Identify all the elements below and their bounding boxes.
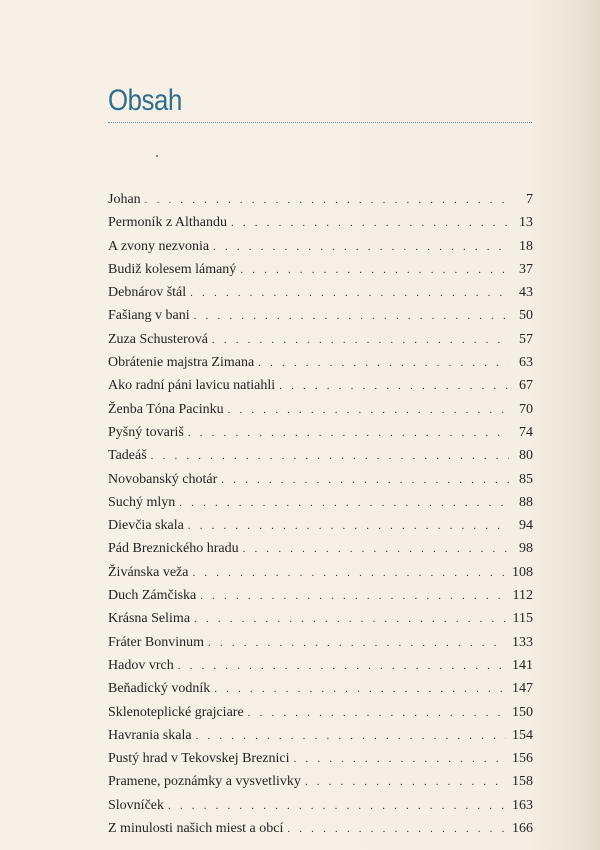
toc-entry-page-number: 115	[512, 611, 533, 627]
toc-entry-page-number: 112	[512, 588, 533, 604]
toc-entry-title: Duch Zámčiska	[108, 588, 197, 604]
toc-entry-page-number: 141	[512, 657, 533, 673]
toc-dot-leader	[194, 305, 509, 328]
toc-dot-leader	[221, 469, 509, 492]
title-dotted-rule	[108, 122, 532, 123]
toc-dot-leader	[243, 538, 509, 561]
toc-dot-leader	[231, 212, 509, 235]
toc-entry-page-number: 94	[519, 518, 533, 534]
toc-entry-page-number: 70	[519, 401, 533, 417]
toc-entry-title: Živánska veža	[108, 564, 189, 580]
toc-entry-title: Slovníček	[108, 797, 164, 813]
toc-entry-page-number: 156	[512, 751, 533, 767]
page-title: Obsah	[108, 84, 182, 117]
toc-entry-title: Pád Breznického hradu	[108, 541, 239, 557]
toc-entry-title: Pramene, poznámky a vysvetlivky	[108, 774, 301, 790]
toc-entry-page-number: 154	[512, 727, 533, 743]
toc-dot-leader	[145, 189, 509, 212]
toc-entry-page-number: 147	[512, 681, 533, 697]
toc-entry	[108, 328, 533, 351]
toc-dot-leader	[192, 562, 506, 585]
toc-entry	[108, 374, 533, 397]
toc-entry-title: Suchý mlyn	[108, 494, 176, 510]
toc-entry	[108, 304, 533, 327]
toc-entry	[108, 701, 533, 724]
toc-entry-page-number: 98	[519, 541, 533, 557]
toc-entry-title: Ako radní páni lavicu natiahli	[108, 378, 276, 394]
toc-dot-leader	[200, 585, 506, 608]
toc-dot-leader	[305, 771, 506, 794]
toc-dot-leader	[196, 725, 506, 748]
toc-entry	[108, 444, 533, 467]
toc-dot-leader	[179, 492, 509, 515]
toc-entry	[108, 468, 533, 491]
toc-entry	[108, 631, 533, 654]
toc-entry	[108, 817, 533, 840]
toc-entry-title: Budiž kolesem lámaný	[108, 261, 237, 277]
toc-dot-leader	[279, 375, 509, 398]
toc-dot-leader	[208, 632, 506, 655]
toc-entry-page-number: 7	[526, 192, 533, 207]
toc-entry	[108, 421, 533, 444]
toc-entry	[108, 561, 533, 584]
toc-entry-title: Sklenoteplické grajciare	[108, 704, 244, 720]
toc-dot-leader	[258, 352, 509, 375]
toc-entry-title: Havrania skala	[108, 727, 192, 743]
toc-entry-page-number: 57	[519, 331, 533, 347]
toc-dot-leader	[188, 422, 509, 445]
toc-entry-title: Ženba Tóna Pacinku	[108, 401, 224, 417]
toc-entry-title: Debnárov štál	[108, 285, 187, 301]
toc-entry	[108, 211, 533, 234]
toc-entry-title: Novobanský chotár	[108, 471, 218, 487]
toc-dot-leader	[178, 655, 506, 678]
table-of-contents	[108, 188, 533, 840]
toc-entry-page-number: 85	[519, 471, 533, 487]
toc-entry-title: Tadeáš	[108, 448, 147, 464]
toc-entry-title: Pustý hrad v Tekovskej Breznici	[108, 751, 290, 767]
toc-entry	[108, 747, 533, 770]
toc-entry-title: Dievčia skala	[108, 518, 184, 534]
toc-entry-page-number: 13	[519, 215, 533, 231]
toc-entry-title: Fašiang v bani	[108, 308, 190, 324]
toc-dot-leader	[194, 608, 506, 631]
toc-entry-page-number: 108	[512, 564, 533, 580]
toc-entry-title: Johan	[108, 192, 141, 207]
toc-entry-title: Pyšný tovariš	[108, 424, 184, 440]
toc-dot-leader	[240, 259, 509, 282]
toc-entry-page-number: 166	[512, 821, 533, 837]
toc-dot-leader	[168, 795, 506, 818]
toc-entry-title: Permoník z Althandu	[108, 215, 227, 231]
toc-entry	[108, 398, 533, 421]
toc-entry-page-number: 67	[519, 378, 533, 394]
toc-dot-leader	[188, 515, 509, 538]
toc-entry-page-number: 163	[512, 797, 533, 813]
toc-entry-page-number: 74	[519, 424, 533, 440]
toc-entry	[108, 584, 533, 607]
toc-entry-page-number: 80	[519, 448, 533, 464]
toc-dot-leader	[287, 818, 506, 841]
toc-entry-page-number: 37	[519, 261, 533, 277]
toc-entry-page-number: 88	[519, 494, 533, 510]
toc-entry-page-number: 50	[519, 308, 533, 324]
toc-entry-page-number: 158	[512, 774, 533, 790]
toc-entry-title: Fráter Bonvinum	[108, 634, 205, 650]
toc-entry	[108, 677, 533, 700]
toc-entry	[108, 281, 533, 304]
toc-entry	[108, 235, 533, 258]
paper-speck	[156, 155, 158, 157]
toc-entry-page-number: 43	[519, 285, 533, 301]
toc-entry-page-number: 63	[519, 355, 533, 371]
toc-entry	[108, 351, 533, 374]
toc-entry-page-number: 18	[519, 238, 533, 254]
toc-entry	[108, 794, 533, 817]
toc-dot-leader	[228, 399, 509, 422]
toc-entry	[108, 514, 533, 537]
toc-entry	[108, 770, 533, 793]
toc-entry	[108, 607, 533, 630]
toc-dot-leader	[294, 748, 506, 771]
toc-dot-leader	[213, 236, 509, 259]
toc-entry	[108, 654, 533, 677]
toc-entry	[108, 491, 533, 514]
toc-entry-title: Obrátenie majstra Zimana	[108, 355, 255, 371]
toc-entry	[108, 537, 533, 560]
toc-dot-leader	[214, 678, 506, 701]
toc-dot-leader	[212, 329, 509, 352]
toc-entry-title: Krásna Selima	[108, 611, 191, 627]
toc-entry-page-number: 133	[512, 634, 533, 650]
toc-entry	[108, 188, 533, 211]
toc-entry-title: A zvony nezvonia	[108, 238, 210, 254]
toc-dot-leader	[151, 445, 509, 468]
toc-dot-leader	[190, 282, 509, 305]
toc-entry-page-number: 150	[512, 704, 533, 720]
toc-dot-leader	[248, 702, 506, 725]
toc-entry	[108, 724, 533, 747]
toc-entry-title: Z minulosti našich miest a obcí	[108, 821, 284, 837]
toc-entry-title: Hadov vrch	[108, 657, 174, 673]
toc-entry	[108, 258, 533, 281]
toc-entry-title: Zuza Schusterová	[108, 331, 208, 347]
toc-entry-title: Beňadický vodník	[108, 681, 211, 697]
